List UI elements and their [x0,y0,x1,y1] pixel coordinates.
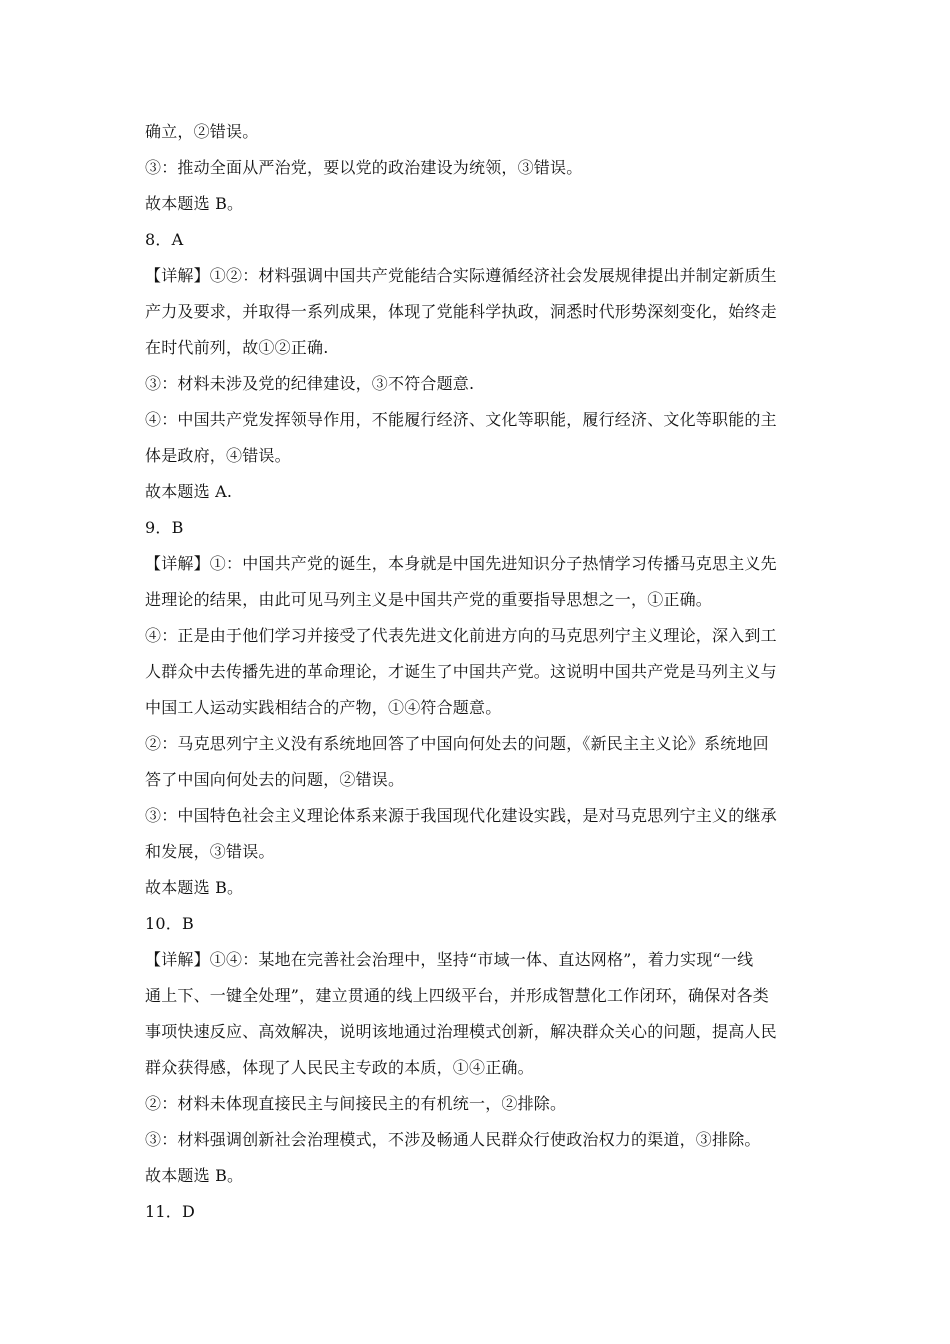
text-line: 事项快速反应、高效解决，说明该地通过治理模式创新，解决群众关心的问题，提高人民 [145,1022,777,1041]
text-line: 故本题选 B。 [145,194,244,213]
text-line: ③：推动全面从严治党，要以党的政治建设为统领，③错误。 [145,158,583,177]
text-line: 人群众中去传播先进的革命理论，才诞生了中国共产党。这说明中国共产党是马列主义与 [145,662,777,681]
text-line: 群众获得感，体现了人民民主专政的本质，①④正确。 [145,1058,534,1077]
text-line: 故本题选 B。 [145,1166,244,1185]
text-line: 通上下、一键全处理”，建立贯通的线上四级平台，并形成智慧化工作闭环，确保对各类 [145,986,769,1005]
text-line: ④：中国共产党发挥领导作用，不能履行经济、文化等职能，履行经济、文化等职能的主 [145,410,777,429]
text-line: 答了中国向何处去的问题，②错误。 [145,770,405,789]
text-line: 【详解】①④：某地在完善社会治理中，坚持“市域一体、直达网格”，着力实现“一线 [145,950,754,969]
text-line: 和发展，③错误。 [145,842,275,861]
question-number: 9．B [145,518,184,537]
text-line: 【详解】①②：材料强调中国共产党能结合实际遵循经济社会发展规律提出并制定新质生 [145,266,777,285]
text-line: 产力及要求，并取得一系列成果，体现了党能科学执政，洞悉时代形势深刻变化，始终走 [145,302,777,321]
text-line: ③：材料未涉及党的纪律建设，③不符合题意. [145,374,475,393]
text-line: 体是政府，④错误。 [145,446,291,465]
text-line: ②：马克思列宁主义没有系统地回答了中国向何处去的问题，《新民主主义论》系统地回 [145,734,769,753]
text-line: ②：材料未体现直接民主与间接民主的有机统一，②排除。 [145,1094,567,1113]
text-line: 进理论的结果，由此可见马列主义是中国共产党的重要指导思想之一，①正确。 [145,590,713,609]
text-line: 故本题选 B。 [145,878,244,897]
text-line: 故本题选 A. [145,482,233,501]
text-line: 【详解】①：中国共产党的诞生，本身就是中国先进知识分子热情学习传播马克思主义先 [145,554,777,573]
question-number: 10．B [145,914,194,933]
text-line: 中国工人运动实践相结合的产物，①④符合题意。 [145,698,502,717]
question-number: 8．A [145,230,184,249]
text-line: ③：中国特色社会主义理论体系来源于我国现代化建设实践，是对马克思列宁主义的继承 [145,806,777,825]
text-line: ③：材料强调创新社会治理模式，不涉及畅通人民群众行使政治权力的渠道，③排除。 [145,1130,761,1149]
text-line: ④：正是由于他们学习并接受了代表先进文化前进方向的马克思列宁主义理论，深入到工 [145,626,777,645]
question-number: 11．D [145,1202,195,1221]
text-line: 确立，②错误。 [145,122,259,141]
answer-text-body [145,114,805,1230]
text-line: 在时代前列，故①②正确. [145,338,329,357]
